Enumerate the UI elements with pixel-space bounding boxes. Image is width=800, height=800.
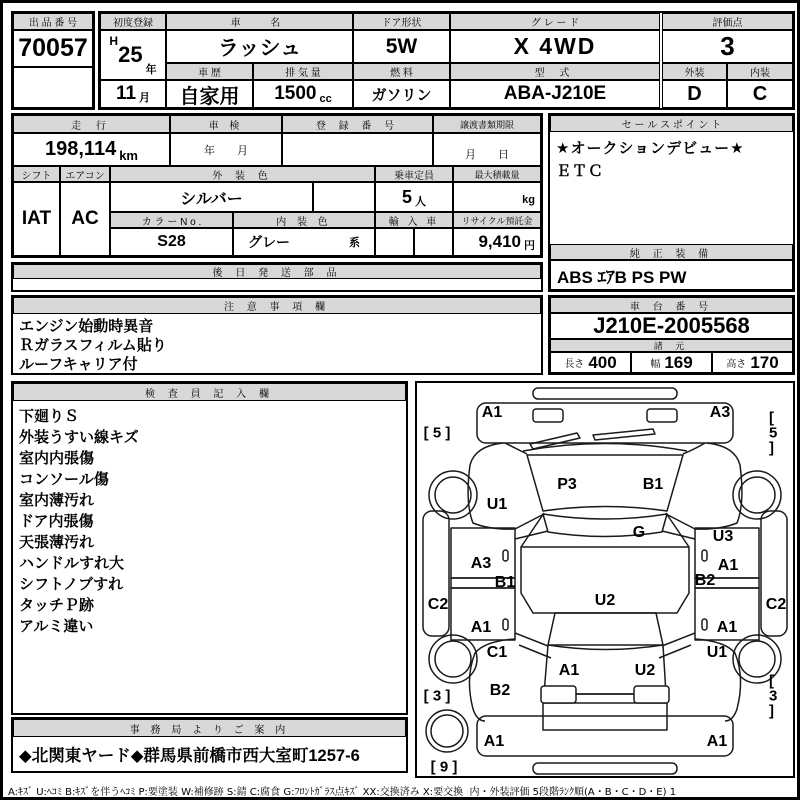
damage-code: [ 3 ] bbox=[769, 672, 778, 720]
damage-code: A1 bbox=[706, 733, 728, 750]
damage-code: C2 bbox=[765, 596, 787, 613]
era-mark: H bbox=[109, 34, 119, 48]
spec-length: 長さ 400 bbox=[550, 352, 631, 373]
chassis-value: J210E-2005568 bbox=[550, 313, 793, 339]
later-parts-label: 後 日 発 送 部 品 bbox=[13, 264, 541, 279]
ext-color-label: 外 装 色 bbox=[110, 166, 375, 182]
equipment-label: 純 正 装 備 bbox=[550, 244, 793, 260]
text-line: 外装うすい線キズ bbox=[19, 429, 139, 446]
aircon-label: エアコン bbox=[60, 166, 110, 182]
damage-code: G bbox=[632, 524, 646, 541]
import-cell-1 bbox=[375, 228, 414, 256]
damage-code: [ 5 ] bbox=[423, 424, 451, 442]
text-line: コンソール傷 bbox=[19, 471, 109, 488]
displacement-label: 排 気 量 bbox=[253, 63, 353, 80]
transfer-deadline-label: 譲渡書類期限 bbox=[433, 115, 541, 133]
fuel-label: 燃 料 bbox=[353, 63, 450, 80]
interior-grade: C bbox=[727, 80, 793, 108]
damage-code: U1 bbox=[486, 496, 508, 513]
damage-code: U1 bbox=[706, 644, 728, 661]
equipment-value: ABS ｴｱB PS PW bbox=[550, 260, 793, 290]
chassis-label: 車 台 番 号 bbox=[550, 297, 793, 313]
recycle-label: リサイクル預託金 bbox=[453, 212, 541, 228]
specs-label: 諸 元 bbox=[550, 339, 793, 352]
max-load-value: kg bbox=[453, 182, 541, 212]
inspector-label: 検 査 員 記 入 欄 bbox=[13, 383, 406, 401]
later-parts-box bbox=[11, 262, 543, 292]
capacity-label: 乗車定員 bbox=[375, 166, 453, 182]
text-line: シフトノブすれ bbox=[19, 576, 124, 593]
later-parts-value bbox=[13, 279, 541, 290]
displacement-value: 1500 cc bbox=[253, 80, 353, 108]
sales-point-label: セ ー ル ス ポ イ ン ト bbox=[550, 115, 793, 132]
history-value: 自家用 bbox=[166, 80, 253, 108]
import-label: 輸 入 車 bbox=[375, 212, 453, 228]
spec-width: 幅 169 bbox=[631, 352, 712, 373]
damage-code: U3 bbox=[712, 528, 734, 545]
aircon-value: AC bbox=[60, 182, 110, 256]
inspector-box bbox=[11, 381, 408, 715]
shaken-label: 車 検 bbox=[170, 115, 282, 133]
car-name-label: 車 名 bbox=[166, 13, 353, 30]
damage-code: [ 5 ] bbox=[769, 409, 778, 457]
damage-code: B2 bbox=[694, 572, 716, 589]
text-line: タッチＰ跡 bbox=[19, 597, 95, 614]
office-label: 事 務 局 よ り ご 案 内 bbox=[13, 719, 406, 737]
legend-line: A:ｷｽﾞ U:ﾍｺﾐ B:ｷｽﾞを伴うﾍｺﾐ P:要塗装 W:補修跡 S:錆 C:腐食 G:ﾌﾛﾝﾄｶﾞﾗｽ点ｷｽﾞ XX:交換済み X:要交換 内・外装評価 5段階ﾗﾝｸ順(A・B・C・D・E) 1 bbox=[8, 787, 677, 798]
damage-code: A3 bbox=[470, 555, 492, 572]
first-reg-label: 初度登録 bbox=[100, 13, 166, 30]
chassis-box bbox=[548, 295, 795, 375]
fuel-value: ガソリン bbox=[353, 80, 450, 108]
damage-code: C1 bbox=[486, 644, 508, 661]
car-name-value: ラッシュ bbox=[166, 30, 353, 63]
import-cell-2 bbox=[414, 228, 453, 256]
damage-code: C2 bbox=[427, 596, 449, 613]
exterior-grade: D bbox=[662, 80, 727, 108]
door-value: 5W bbox=[353, 30, 450, 63]
caution-box bbox=[11, 295, 543, 375]
auction-no-box bbox=[11, 11, 95, 110]
text-line: ★オークションデビュー★ bbox=[556, 140, 745, 157]
text-line: 室内薄汚れ bbox=[19, 492, 95, 509]
interior-label: 内装 bbox=[727, 63, 793, 80]
color-no-value: S28 bbox=[110, 228, 233, 256]
score-label: 評価点 bbox=[662, 13, 793, 30]
reg-no-value bbox=[282, 133, 433, 166]
damage-code: P3 bbox=[557, 476, 577, 493]
door-label: ドア形状 bbox=[353, 13, 450, 30]
transfer-deadline-value: 月 日 bbox=[433, 133, 541, 166]
auction-no-value: 70057 bbox=[13, 30, 93, 67]
damage-code: [ 3 ] bbox=[423, 687, 451, 705]
damage-code: A1 bbox=[481, 404, 503, 421]
office-box bbox=[11, 717, 408, 773]
text-line: Ｒガラスフィルム貼り bbox=[19, 337, 167, 354]
text-line: 下廻りＳ bbox=[19, 408, 80, 425]
shift-label: シフト bbox=[13, 166, 60, 182]
auction-no-empty-cell bbox=[13, 67, 93, 108]
damage-diagram bbox=[415, 381, 795, 778]
damage-code: A1 bbox=[558, 662, 580, 679]
registration-box bbox=[11, 113, 543, 258]
damage-code: U2 bbox=[594, 592, 616, 609]
sales-point-lines bbox=[550, 134, 800, 186]
damage-code: A1 bbox=[717, 557, 739, 574]
text-line: アルミ違い bbox=[19, 618, 94, 635]
inspector-notes bbox=[13, 403, 418, 640]
damage-code: U2 bbox=[634, 662, 656, 679]
capacity-value: 5 人 bbox=[375, 182, 453, 212]
damage-code: B1 bbox=[494, 574, 516, 591]
ext-color-value: シルバー bbox=[110, 182, 313, 212]
office-value: ◆北関東ヤード◆群馬県前橋市西大室町1257-6 bbox=[19, 747, 360, 765]
history-label: 車 歴 bbox=[166, 63, 253, 80]
grade-value: X 4WD bbox=[450, 30, 660, 63]
vehicle-header-box bbox=[98, 11, 795, 110]
damage-code: A1 bbox=[470, 619, 492, 636]
mileage-value: 198,114 km bbox=[13, 133, 170, 166]
first-reg-year: H 25 年 bbox=[100, 30, 166, 80]
caution-label: 注 意 事 項 欄 bbox=[13, 297, 541, 314]
text-line: 天張薄汚れ bbox=[19, 534, 95, 551]
recycle-value: 9,410 円 bbox=[453, 228, 541, 256]
text-line: ハンドルすれ大 bbox=[19, 555, 125, 572]
spec-height: 高さ 170 bbox=[712, 352, 793, 373]
max-load-label: 最大積載量 bbox=[453, 166, 541, 182]
grade-label: グ レ ー ド bbox=[450, 13, 660, 30]
damage-code: B2 bbox=[489, 682, 511, 699]
int-color-label: 内 装 色 bbox=[233, 212, 375, 228]
score-value: 3 bbox=[662, 30, 793, 63]
damage-code: A1 bbox=[716, 619, 738, 636]
text-line: ルーフキャリア付 bbox=[19, 356, 138, 373]
sales-point-box bbox=[548, 113, 795, 292]
damage-code: B1 bbox=[642, 476, 664, 493]
model-code-label: 型 式 bbox=[450, 63, 660, 80]
diagram-labels bbox=[417, 383, 793, 776]
text-line: 室内内張傷 bbox=[19, 450, 95, 467]
text-line: ＥＴＣ bbox=[556, 163, 605, 180]
reg-no-label: 登 録 番 号 bbox=[282, 115, 433, 133]
auction-no-label: 出 品 番 号 bbox=[13, 13, 93, 30]
int-color-value: グレー 系 bbox=[233, 228, 375, 256]
ext-color-empty-cell bbox=[313, 182, 375, 212]
shift-value: IAT bbox=[13, 182, 60, 256]
damage-code: [ 9 ] bbox=[430, 758, 458, 776]
first-reg-month: 11 月 bbox=[100, 80, 166, 108]
color-no-label: カ ラ ー N o . bbox=[110, 212, 233, 228]
exterior-label: 外装 bbox=[662, 63, 727, 80]
model-code-value: ABA-J210E bbox=[450, 80, 660, 108]
text-line: エンジン始動時異音 bbox=[19, 318, 154, 335]
text-line: ドア内張傷 bbox=[19, 513, 94, 530]
damage-code: A3 bbox=[709, 404, 731, 421]
caution-lines bbox=[13, 314, 553, 377]
mileage-label: 走 行 bbox=[13, 115, 170, 133]
shaken-value: 年 月 bbox=[170, 133, 282, 166]
damage-code: A1 bbox=[483, 733, 505, 750]
